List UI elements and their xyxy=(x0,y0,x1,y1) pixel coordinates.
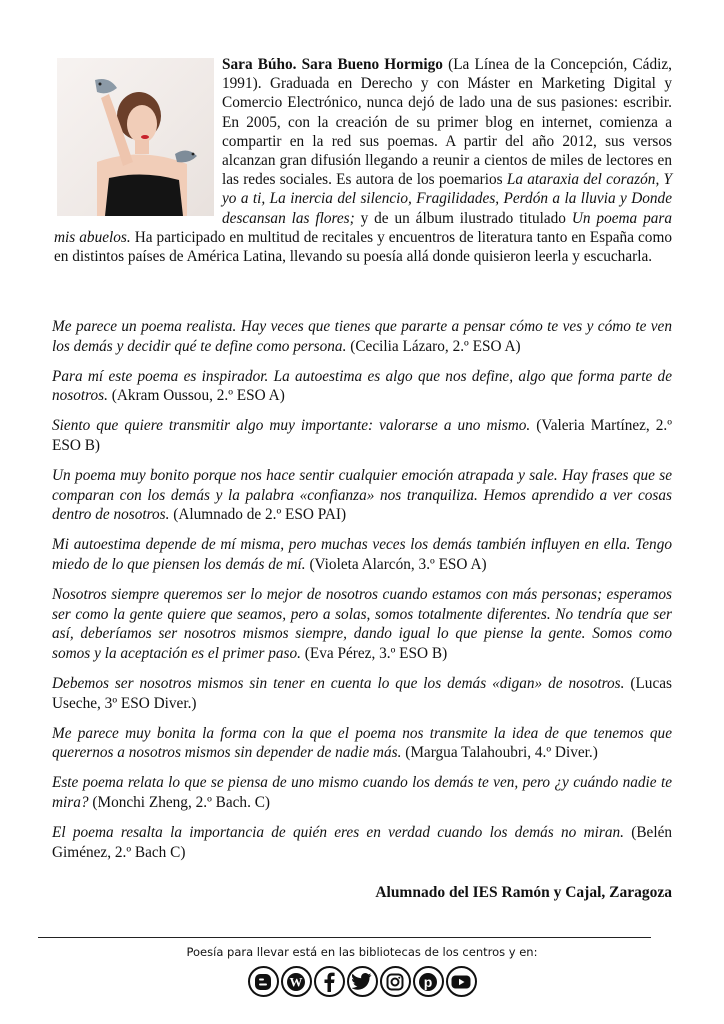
footer-divider xyxy=(38,937,651,938)
youtube-icon[interactable] xyxy=(446,966,477,997)
signature: Alumnado del IES Ramón y Cajal, Zaragoza xyxy=(375,884,672,901)
facebook-icon[interactable] xyxy=(314,966,345,997)
bio-text-part: (La Línea de la Concepción, Cádiz, 1991). Graduada en Derecho y con Máster en Marketing Digital y Comercio Electrónico, nunca dejó de lado una de sus pasiones: escribir. En 2005, con la creación de su primer blog en internet, comienza a compartir en la red sus poemas. A partir del año 2012, sus versos alcanzan gran difusión llegando a reunir a cientos de miles de lectores en las redes sociales. Es autora de los poemarios xyxy=(222,56,672,189)
author-photo xyxy=(57,58,214,216)
student-comments xyxy=(52,317,672,873)
bio-text-part: y de un álbum ilustrado titulado xyxy=(354,209,572,227)
comment-quote: Me parece un poema realista. Hay veces que tienes que pararte a pensar cómo te ves y cómo te ven los demás y decidir qué te define como persona. xyxy=(52,318,672,355)
comment-author: (Alumnado de 2.º ESO PAI) xyxy=(169,506,347,524)
bio-album: Un poema para mis abuelos. xyxy=(54,209,672,246)
comment-item xyxy=(52,367,672,406)
comment-quote: Mi autoestima depende de mí misma, pero muchas veces los demás también influyen en ella. Tengo miedo de lo que piensen los demás de mí. xyxy=(52,536,672,573)
comment-quote: Este poema relata lo que se piensa de uno mismo cuando los demás te ven, pero ¿y cuándo nadie te mira? xyxy=(52,774,672,811)
author-bio xyxy=(54,55,672,266)
svg-text:W: W xyxy=(289,974,303,989)
comment-item xyxy=(52,317,672,356)
comment-author: (Margua Talahoubri, 4.º Diver.) xyxy=(401,744,598,762)
comment-quote: Para mí este poema es inspirador. La autoestima es algo que nos define, algo que forma parte de nosotros. xyxy=(52,367,672,405)
footer-text: Poesía para llevar está en las bibliotecas de los centros y en: xyxy=(186,945,538,959)
comment-author: (Valeria Martínez, 2.º ESO B) xyxy=(52,417,672,454)
comment-quote: Un poema muy bonito porque nos hace sentir cualquier emoción atrapada y sale. Hay frases que se comparan con los demás y la palabra «confianza» nos tranquiliza. Hemos aprendido a ver cosas dentro de nosotros. xyxy=(52,467,672,524)
comment-author: (Lucas Useche, 3º ESO Diver.) xyxy=(52,674,672,712)
comment-author: (Violeta Alarcón, 3.º ESO A) xyxy=(305,555,487,573)
comment-author: (Eva Pérez, 3.º ESO B) xyxy=(300,644,448,662)
comment-author: (Cecilia Lázaro, 2.º ESO A) xyxy=(346,337,521,355)
comment-item xyxy=(52,724,672,763)
bio-books: La ataraxia del corazón, Y yo a ti, La inercia del silencio, Fragilidades, Perdón a la lluvia y Donde descansan las flores; xyxy=(222,171,672,227)
comment-item xyxy=(52,466,672,525)
comment-author: (Belén Giménez, 2.º Bach C) xyxy=(52,823,673,861)
comment-quote: Siento que quiere transmitir algo muy importante: valorarse a uno mismo. xyxy=(52,417,531,435)
comment-quote: El poema resalta la importancia de quién eres en verdad cuando los demás no miran. xyxy=(52,823,624,841)
bio-text-part: Ha participado en multitud de recitales y encuentros de literatura tanto en España como en distintos países de América Latina, llevando su poesía allá donde quisieron leerla y escucharla. xyxy=(54,228,672,266)
comment-quote: Nosotros siempre queremos ser lo mejor de nosotros cuando estamos con más personas; esperamos ser como la gente quiere que seamos, pero a solas, somos totalmente diferentes. No tendría que ser así, deberíamos ser nosotros mismos siempre, dando igual lo que piense la gente. Somos como somos y la aceptación es el primer paso. xyxy=(52,586,672,662)
comment-item xyxy=(52,535,672,574)
social-icons xyxy=(0,966,724,997)
instagram-icon[interactable] xyxy=(380,966,411,997)
pinterest-icon[interactable] xyxy=(413,966,444,997)
comment-item xyxy=(52,823,672,862)
blogger-icon[interactable] xyxy=(248,966,279,997)
comment-quote: Debemos ser nosotros mismos sin tener en cuenta lo que los demás «digan» de nosotros. xyxy=(52,674,625,692)
comment-item xyxy=(52,585,672,663)
comment-item xyxy=(52,416,672,455)
author-name: Sara Búho. Sara Bueno Hormigo xyxy=(222,56,443,73)
comment-item xyxy=(52,773,672,812)
twitter-icon[interactable] xyxy=(347,966,378,997)
wordpress-icon[interactable] xyxy=(281,966,312,997)
comment-author: (Akram Oussou, 2.º ESO A) xyxy=(107,387,285,405)
comment-item xyxy=(52,674,672,713)
comment-author: (Monchi Zheng, 2.º Bach. C) xyxy=(88,793,271,811)
svg-text:p: p xyxy=(423,973,433,990)
comment-quote: Me parece muy bonita la forma con la que el poema nos transmite la idea de que tenemos que querernos a nosotros mismos sin depender de nadie más. xyxy=(52,724,672,762)
